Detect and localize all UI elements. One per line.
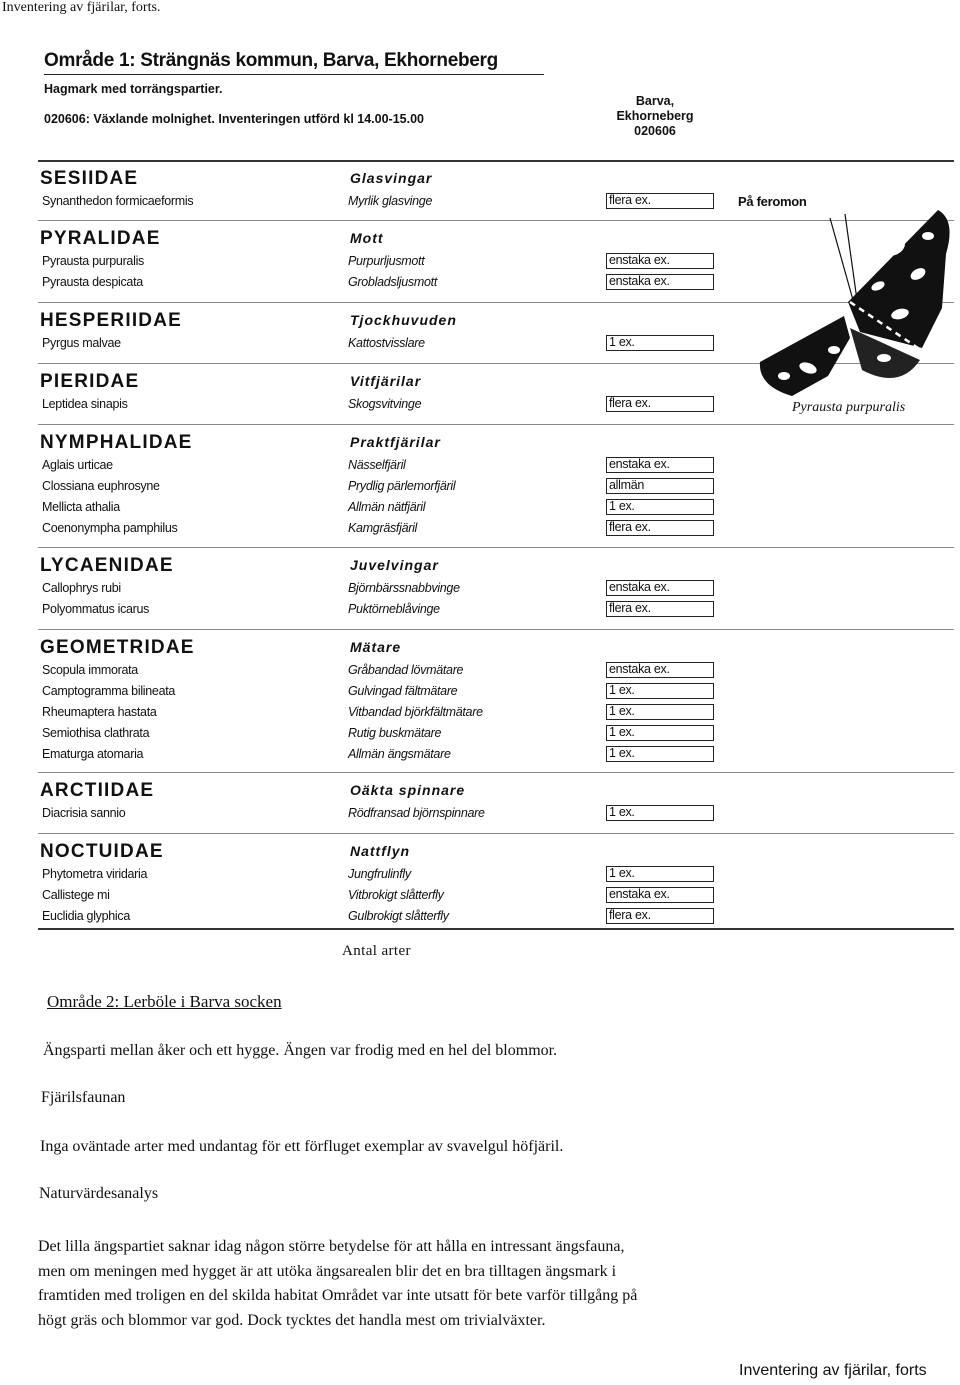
analysis-line: framtiden med troligen en del skilda habitat Området var inte utsatt för bete varför tillgång på <box>38 1287 638 1304</box>
sheet-top-rule <box>38 160 954 162</box>
group-name: Oäkta spinnare <box>350 782 466 798</box>
family-divider <box>38 772 954 773</box>
area-2-description: Ängsparti mellan åker och ett hygge. Ängen var frodig med en hel del blommor. <box>43 1042 558 1059</box>
fauna-text: Inga oväntade arter med undantag för ett förfluget exemplar av svavelgul höfjäril. <box>40 1138 564 1155</box>
species-latin: Pyrausta purpuralis <box>42 254 144 268</box>
family-divider <box>38 833 954 834</box>
species-swedish: Vitbandad björkfältmätare <box>348 705 483 719</box>
moth-illustration <box>750 190 955 405</box>
species-latin: Callophrys rubi <box>42 581 121 595</box>
species-latin: Phytometra viridaria <box>42 867 148 881</box>
abundance-box: 1 ex. <box>606 683 714 699</box>
sheet-bottom-rule <box>38 928 954 930</box>
species-swedish: Vitbrokigt slåtterfly <box>348 888 444 902</box>
species-swedish: Jungfrulinfly <box>348 867 411 881</box>
species-latin: Pyrausta despicata <box>42 275 143 289</box>
sheet-title: Område 1: Strängnäs kommun, Barva, Ekhorneberg <box>44 50 498 71</box>
species-swedish: Gulbrokigt slåtterfly <box>348 909 449 923</box>
species-latin: Ematurga atomaria <box>42 747 144 761</box>
family-name: ARCTIIDAE <box>40 780 155 801</box>
species-swedish: Purpurljusmott <box>348 254 425 268</box>
group-name: Vitfjärilar <box>350 373 422 389</box>
species-latin: Polyommatus icarus <box>42 602 150 616</box>
analysis-line: högt gräs och blommor var god. Dock tycktes det handla mest om trivialväxter. <box>38 1311 546 1329</box>
species-swedish: Myrlik glasvinge <box>348 194 433 208</box>
group-name: Praktfjärilar <box>350 434 441 450</box>
sheet-date-line: 020606: Växlande molnighet. Inventeringen utförd kl 14.00-15.00 <box>44 112 424 126</box>
abundance-box: 1 ex. <box>606 725 714 741</box>
species-latin: Camptogramma bilineata <box>42 684 176 698</box>
abundance-box: enstaka ex. <box>606 662 714 678</box>
species-latin: Callistege mi <box>42 888 110 902</box>
species-latin: Synanthedon formicaeformis <box>42 194 194 208</box>
species-latin: Coenonympha pamphilus <box>42 521 178 535</box>
species-swedish: Allmän nätfjäril <box>348 500 426 514</box>
abundance-box: flera ex. <box>606 193 714 209</box>
family-name: PYRALIDAE <box>40 228 161 249</box>
family-name: NYMPHALIDAE <box>40 432 193 453</box>
species-latin: Aglais urticae <box>42 458 113 472</box>
group-name: Juvelvingar <box>350 557 439 573</box>
family-name: GEOMETRIDAE <box>40 637 195 658</box>
group-name: Nattflyn <box>350 843 411 859</box>
species-swedish: Rutig buskmätare <box>348 726 442 740</box>
family-name: NOCTUIDAE <box>40 841 164 862</box>
illustration-caption: Pyrausta purpuralis <box>792 400 906 415</box>
abundance-box: enstaka ex. <box>606 253 714 269</box>
species-swedish: Grobladsljusmott <box>348 275 437 289</box>
species-latin: Euclidia glyphica <box>42 909 131 923</box>
species-swedish: Allmän ängsmätare <box>348 747 451 761</box>
species-latin: Mellicta athalia <box>42 500 120 514</box>
sheet-habitat: Hagmark med torrängspartier. <box>44 82 223 96</box>
species-latin: Scopula immorata <box>42 663 138 677</box>
abundance-box: flera ex. <box>606 601 714 617</box>
abundance-box: flera ex. <box>606 908 714 924</box>
sheet-place-block <box>610 94 700 139</box>
family-name: SESIIDAE <box>40 168 139 189</box>
analysis-heading: Naturvärdesanalys <box>39 1185 159 1202</box>
scanned-inventory-sheet <box>30 40 958 940</box>
place-line: 020606 <box>634 124 676 138</box>
area-2-heading: Område 2: Lerböle i Barva socken <box>47 992 282 1011</box>
abundance-box: enstaka ex. <box>606 274 714 290</box>
species-swedish: Björnbärssnabbvinge <box>348 581 460 595</box>
species-swedish: Rödfransad björnspinnare <box>348 806 485 820</box>
abundance-box: 1 ex. <box>606 499 714 515</box>
title-underline <box>44 74 544 75</box>
family-divider <box>38 629 954 630</box>
group-name: Glasvingar <box>350 170 433 186</box>
abundance-box: 1 ex. <box>606 335 714 351</box>
analysis-text <box>38 1235 898 1333</box>
species-swedish: Nässelfjäril <box>348 458 406 472</box>
family-divider <box>38 547 954 548</box>
species-swedish: Kattostvisslare <box>348 336 425 350</box>
group-name: Tjockhuvuden <box>350 312 457 328</box>
analysis-line: men om meningen med hygget är att utöka ängsarealen blir det en bra tilltagen ängsmark i <box>38 1262 617 1280</box>
species-swedish: Prydlig pärlemorfjäril <box>348 479 456 493</box>
species-latin: Semiothisa clathrata <box>42 726 150 740</box>
fauna-heading: Fjärilsfaunan <box>41 1089 126 1106</box>
species-latin: Clossiana euphrosyne <box>42 479 160 493</box>
page-header-title: Inventering av fjärilar, forts. <box>2 0 161 15</box>
place-line: Ekhorneberg <box>616 109 694 123</box>
abundance-box: enstaka ex. <box>606 580 714 596</box>
analysis-line: Det lilla ängspartiet saknar idag någon större betydelse för att hålla en intressant ängsfauna, <box>38 1238 625 1255</box>
species-swedish: Kamgräsfjäril <box>348 521 418 535</box>
abundance-box: allmän <box>606 478 714 494</box>
page-footer-text: Inventering av fjärilar, forts <box>739 1362 927 1379</box>
species-latin: Rheumaptera hastata <box>42 705 157 719</box>
abundance-box: enstaka ex. <box>606 887 714 903</box>
family-name: PIERIDAE <box>40 371 140 392</box>
abundance-box: 1 ex. <box>606 704 714 720</box>
abundance-box: flera ex. <box>606 396 714 412</box>
table-caption: Antal arter <box>342 943 411 959</box>
species-latin: Pyrgus malvae <box>42 336 121 350</box>
species-swedish: Puktörneblåvinge <box>348 602 440 616</box>
abundance-box: 1 ex. <box>606 746 714 762</box>
species-swedish: Gulvingad fältmätare <box>348 684 458 698</box>
place-line: Barva, <box>635 94 675 108</box>
group-name: Mätare <box>350 639 402 655</box>
species-swedish: Gråbandad lövmätare <box>348 663 464 677</box>
species-latin: Diacrisia sannio <box>42 806 126 820</box>
abundance-box: 1 ex. <box>606 866 714 882</box>
abundance-box: enstaka ex. <box>606 457 714 473</box>
group-name: Mott <box>350 230 384 246</box>
abundance-box: flera ex. <box>606 520 714 536</box>
pheromone-note: På feromon <box>738 194 807 209</box>
family-divider <box>38 424 954 425</box>
family-name: LYCAENIDAE <box>40 555 174 576</box>
abundance-box: 1 ex. <box>606 805 714 821</box>
species-swedish: Skogsvitvinge <box>348 397 422 411</box>
species-latin: Leptidea sinapis <box>42 397 128 411</box>
family-name: HESPERIIDAE <box>40 310 183 331</box>
